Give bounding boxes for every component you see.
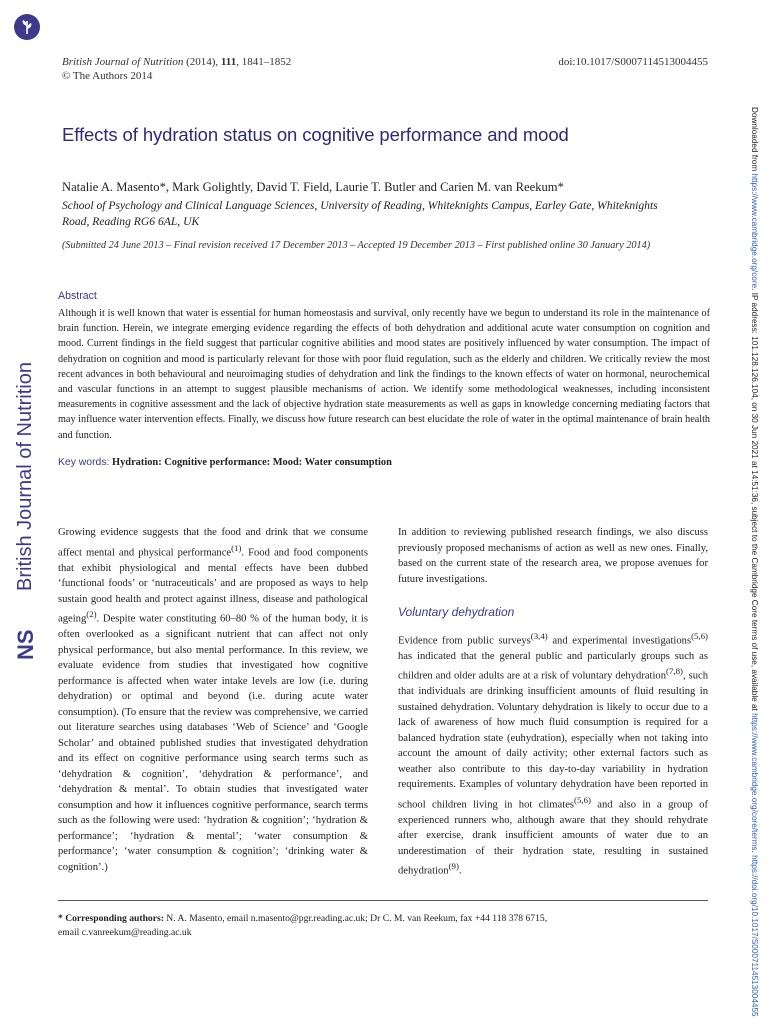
download-mid: . IP address: 101.128.126.104, on 30 Jun 2021 at 14:51:36, subject to the Cambridge Core terms of use, available at	[750, 288, 759, 714]
abstract-heading: Abstract	[58, 290, 97, 302]
download-notice: Downloaded from https://www.cambridge.org/core. IP address: 101.128.126.104, on 30 Jun 2021 at 14:51:36, subject to the Cambridge Core terms of use, available at https://www.cambridge.org/core/terms. https://doi.org/10.1017/S0007114513004455	[750, 107, 759, 1017]
corresponding-author-footnote	[58, 912, 708, 940]
section-paragraph	[398, 629, 708, 880]
copyright-line: © The Authors 2014	[62, 70, 153, 82]
doi-link[interactable]: https://doi.org/10.1017/S0007114513004455	[750, 855, 759, 1017]
author-list: Natalie A. Masento*, Mark Golightly, David T. Field, Laurie T. Butler and Carien M. van Reekum*	[62, 180, 564, 194]
reference-citation[interactable]: (1)	[231, 542, 242, 553]
keywords	[58, 457, 392, 468]
reference-citation[interactable]: (5,6)	[574, 794, 591, 805]
page-range: , 1841–1852	[236, 56, 292, 68]
journal-name-vertical: British Journal of Nutrition	[14, 362, 36, 591]
reference-citation[interactable]: (9)	[448, 861, 459, 872]
abstract-text: Although it is well known that water is essential for human homeostasis and survival, only recently have we begun to understand its role in the maintenance of brain function. Herein, we integrate emerging evidence regarding the effects of both dehydration and additional acute water consumption on cognition and mood. Current findings in the field suggest that particular cognitive abilities and mood states are positively influenced by water consumption. The impact of dehydration on cognition and mood is particularly relevant for those with poor fluid regulation, such as the elderly and children. We critically review the most recent advances in both behavioural and neuroimaging studies of dehydration and link the findings to the known effects of water on hormonal, neurochemical and vascular functions in an attempt to suggest plausible mechanisms of action. We identify some methodological weaknesses, including inconsistent measurements in cognitive assessment and the lack of objective hydration state measurements as well as gaps in knowledge concerning mediating factors that may influence water intervention effects. Finally, we discuss how future research can best elucidate the role of water in the optimal maintenance of brain health and function.	[58, 308, 710, 441]
footnote-email: email c.vanreekum@reading.ac.uk	[58, 927, 192, 938]
reference-citation[interactable]: (3,4)	[530, 630, 548, 641]
affiliation: School of Psychology and Clinical Language Sciences, University of Reading, Whiteknights Campus, Earley Gate, Whiteknights Road, Reading RG6 6AL, UK	[62, 199, 658, 228]
ns-logo: NS	[13, 629, 38, 660]
body-text: . Food and food components that exhibit physiological and mental effects have been dubbed ‘functional foods’ or ‘nutraceuticals’ and are proposed as ways to help sustain good health and protect against illness, disease and pathological ageing	[58, 547, 368, 625]
keywords-label: Key words:	[58, 457, 110, 468]
reference-citation[interactable]: (5,6)	[691, 630, 708, 641]
terms-link[interactable]: https://www.cambridge.org/core/terms	[750, 713, 759, 851]
body-column-left	[58, 525, 368, 875]
body-column-right	[398, 525, 708, 879]
article-title: Effects of hydration status on cognitive performance and mood	[62, 124, 569, 145]
body-text: Growing evidence suggests that the food and drink that we consume affect mental and physical performance	[58, 527, 368, 559]
reference-citation[interactable]: (7,8)	[666, 666, 683, 677]
citation-year: (2014),	[183, 56, 221, 68]
footnote-label: * Corresponding authors:	[58, 913, 164, 924]
body-text: , such that individuals are drinking insufficient amounts of fluid resulting in sustained dehydration. Voluntary dehydration is likely to occur due to a lack of awareness of how much fluid consumption is required for a balanced hydration state (euhydration), especially when not taking into account the amount of daily activity; other external factors such as weather also contribute to this day-to-day variability in hydration requirements. Examples of voluntary dehydration have been reported in school children living in hot climates	[398, 670, 708, 811]
body-text: has indicated that the general public and particularly groups such as children and older adults are at a risk of voluntary dehydration	[398, 650, 708, 682]
journal-logo-icon	[14, 14, 40, 40]
download-link[interactable]: https://www.cambridge.org/core	[750, 173, 759, 289]
body-text: and experimental investigations	[547, 635, 692, 647]
body-text: Evidence from public surveys	[398, 635, 531, 647]
footnote-text: N. A. Masento, email n.masento@pgr.reading.ac.uk; Dr C. M. van Reekum, fax +44 118 378 6715,	[163, 913, 548, 924]
submission-dates: (Submitted 24 June 2013 – Final revision received 17 December 2013 – Accepted 19 December 2013 – First published online 30 January 2014)	[62, 240, 651, 251]
keywords-text: Hydration: Cognitive performance: Mood: Water consumption	[112, 457, 392, 468]
reference-citation[interactable]: (2)	[86, 609, 97, 620]
doi-header: doi:10.1017/S0007114513004455	[558, 56, 708, 68]
citation-line	[62, 56, 291, 68]
section-heading: Voluntary dehydration	[398, 605, 515, 619]
volume-number: 111	[220, 56, 237, 68]
leaf-icon	[18, 18, 36, 36]
intro-paragraph: In addition to reviewing published research findings, we also discuss previously proposed mechanisms of action as well as new ones. Finally, based on the current state of the research area, we propose avenues for future investigations.	[398, 527, 708, 585]
body-text: . Despite water constituting 60–80 % of the human body, it is often overlooked as a significant nutrient that can affect not only physical performance, but also mental performance. In this review, we evaluate evidence from studies that investigated how cognitive performance is affected when water intake levels are low (i.e. during dehydration) or optimal and beyond (i.e. during acute water consumption). (To ensure that the review was comprehensive, we carried out literature searches using databases ‘Web of Science’ and ‘Google Scholar’ and obtained published studies that investigated dehydration and its effect on cognitive performance using search terms such as ‘dehydration & cognition’, ‘dehydration & performance’, and ‘dehydration & mental’. To obtain studies that investigated water consumption and how it influences cognitive performance, search terms such as the following were used: ‘hydration & cognition’; ‘hydration & performance’; ‘hydration & mental’; ‘water consumption & performance’; ‘water consumption & cognition’; ‘drinking water & cognition’.)	[58, 613, 368, 873]
footnote-divider	[58, 900, 708, 901]
download-prefix: Downloaded from	[750, 107, 759, 174]
journal-name: British Journal of Nutrition	[62, 56, 184, 68]
body-text: and also in a group of experienced runners who, although aware that they should rehydrate after exercise, drank insufficient amounts of water due to an underestimation of their hydration state, resulting in sustained dehydration	[398, 799, 709, 877]
body-text: .	[458, 865, 462, 877]
